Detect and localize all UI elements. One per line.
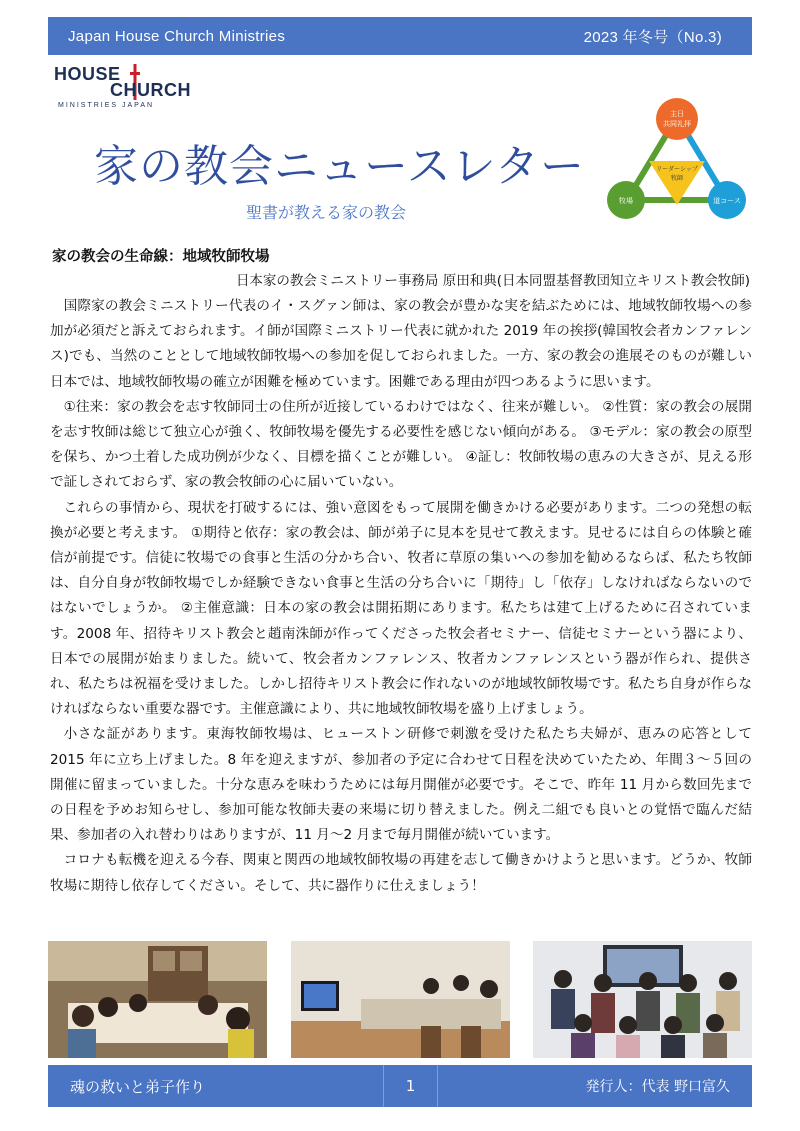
center-label-1: リーダーシップ [656,166,698,173]
paragraph: コロナも転機を迎える今春、関東と関西の地域牧師牧場の再建を志して働きかけようと思います。どうか、牧師牧場に期待し依存してください。そして、共に器作りに仕えましょう！ [50,852,752,894]
article-body [50,294,752,899]
issue-label: 2023 年冬号（No.3) [583,28,722,46]
sunday-worship-circle [656,98,698,140]
left-label: 牧場 [619,197,633,205]
footer-slogan: 魂の救いと弟子作り [70,1077,206,1096]
ministry-triangle-diagram [605,95,750,225]
logo-text-house: HOUSE [54,64,121,84]
paragraph: これらの事情から、現状を打破するには、強い意図をもって展開を働きかける必要があります。二つの発想の転換が必要と考えます。 ①期待と依存：家の教会は、師が弟子に見本を見せて教えます。見せるには自らの体験と確信が前提です。信徒に牧場での食事と生活の分かち合い、牧者に草原の集いへの参加を勧めるならば、私たち牧師は、自分自身が牧師牧場でしか経験できない食事と生活の分ち合いに「期待」し「依存」しなければならないのではないでしょうか。 ②主催意識：日本の家の教会は開拓期にあります。私たちは建て上げるために召されています。2008 年、招待キリスト教会と趙南洙師が作ってくださった牧会者セミナー、信徒セミナーという器により、日本での展開が始まりました。続いて、牧会者カンファレンス、牧者カンファレンスという器が作られ、提供され、私たちは祝福を受けました。しかし招待キリスト教会に作れないのが地域牧師牧場です。私たち自身が作らなければならない重要な器です。主催意識により、共に地域牧師牧場を盛り上げましょう。 [50,499,752,718]
photo-online-meeting [291,941,510,1058]
paragraph: 国際家の教会ミニストリー代表のイ・スグァン師は、家の教会が豊かな実を結ぶためには、地域牧師牧場への参加が必須だと訴えておられます。イ師が国際ミニストリー代表に就かれた 2019 年の挨拶(韓国牧会者カンファレンス)でも、当然のこととして地域牧師牧場への参加を促しておられました。一方、家の教会の進展そのものが難しい日本では、地域牧師牧場の確立が困難を極めています。困難である理由が四つあるように思います。 [50,298,752,390]
top-label-1: 主日 [670,110,684,118]
paragraph: ①往来：家の教会を志す牧師同士の住所が近接しているわけではなく、往来が難しい。 ②性質：家の教会の展開を志す牧師は総じて独立心が強く、牧師牧場を優先する必要性を感じない傾向がある。 ③モデル：家の教会の原型を保ち、かつ土着した成功例が少なく、目標を描くことが難しい。 ④証し：牧師牧場の恵みの大きさが、見える形で証しされておらず、家の教会牧師の心に届いていない。 [50,398,752,491]
center-label-2: 牧師 [670,175,684,182]
footer-bar [48,1065,752,1107]
logo-text-church: CHURCH [110,80,191,100]
logo-text-ministries: MINISTRIES JAPAN [58,102,155,109]
paragraph: 小さな証があります。東海牧師牧場は、ヒューストン研修で刺激を受けた私たち夫婦が、恵みの応答として 2015 年に立ち上げました。8 年を迎えますが、参加者の予定に合わせて日程を決めていたため、年間３～５回の開催に留まっていました。十分な恵みを味わうためには毎月開催が必要です。そこで、昨年 11 月から数回先までの日程を予めお知らせし、参加可能な牧師夫妻の来場に切り替えました。例え二組でも良いとの覚悟で臨んだ結果、参加者の入れ替わりはありますが、11 月～2 月まで毎月開催が続いています。 [50,726,752,844]
header-bar [48,17,752,55]
house-church-logo [54,64,204,114]
right-label: 道コース [713,197,741,205]
newsletter-title: 家の教会ニュースレター [94,141,586,192]
photo-dinner-gathering [48,941,267,1058]
publisher-label: 発行人：代表 野口富久 [585,1079,730,1095]
top-label-2: 共同礼拝 [663,120,691,128]
newsletter-subtitle: 聖書が教える家の教会 [246,203,407,222]
org-name: Japan House Church Ministries [68,27,286,45]
article-title: 家の教会の生命線：地域牧師牧場 [52,249,270,265]
photo-strip [48,941,752,1058]
photo-group-portrait [533,941,752,1058]
page-number: 1 [383,1065,438,1107]
article-author: 日本家の教会ミニストリー事務局 原田和典(日本同盟基督教団知立キリスト教会牧師) [235,273,750,289]
